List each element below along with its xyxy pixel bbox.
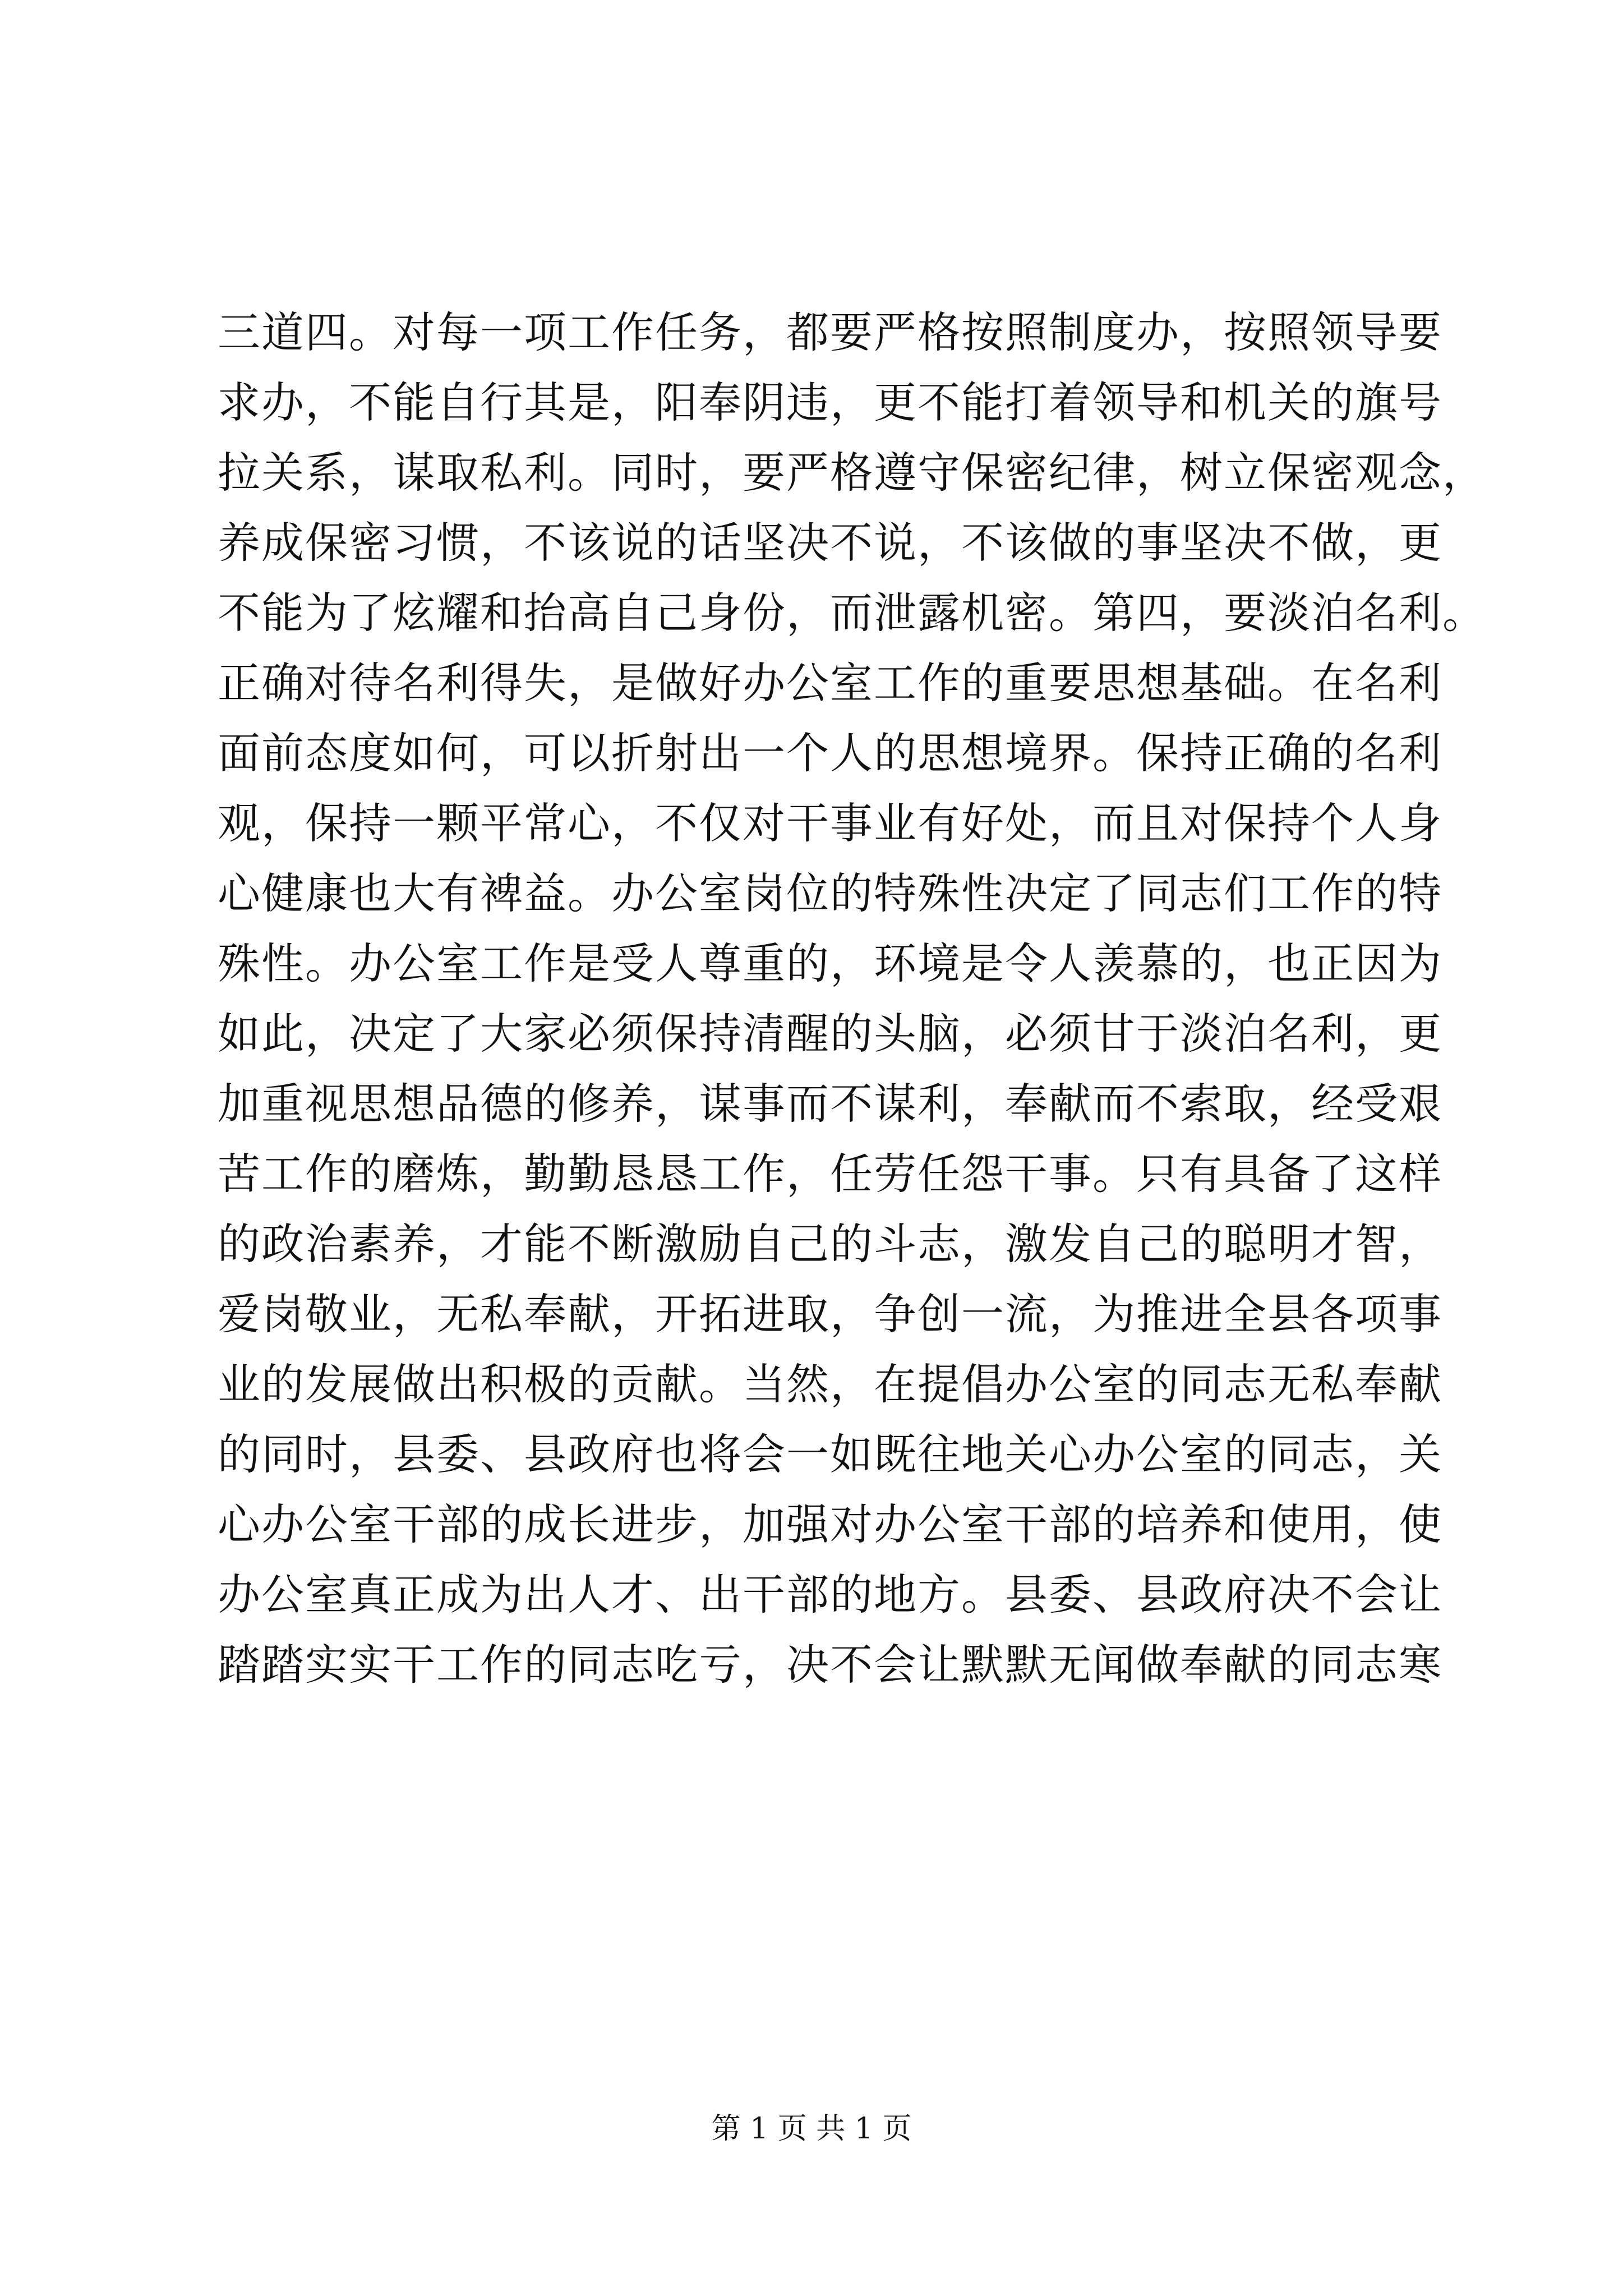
text-line: 的政治素养，才能不断激励自己的斗志，激发自己的聪明才智， — [218, 1219, 1442, 1269]
text-line: 办公室真正成为出人才、出干部的地方。县委、县政府决不会让 — [218, 1570, 1442, 1619]
text-line: 拉关系，谋取私利。同时，要严格遵守保密纪律，树立保密观念， — [218, 448, 1486, 498]
text-line: 踏踏实实干工作的同志吃亏，决不会让默默无闻做奉献的同志寒 — [218, 1640, 1442, 1690]
page-number-footer: 第 1 页 共 1 页 — [711, 2112, 912, 2146]
text-line: 殊性。办公室工作是受人尊重的，环境是令人羡慕的，也正因为 — [218, 938, 1442, 988]
text-line: 心办公室干部的成长进步，加强对办公室干部的培养和使用，使 — [218, 1499, 1442, 1549]
text-line: 爱岗敬业，无私奉献，开拓进取，争创一流，为推进全县各项事 — [218, 1289, 1442, 1339]
document-body — [218, 297, 1486, 1700]
text-line: 三道四。对每一项工作任务，都要严格按照制度办，按照领导要 — [218, 307, 1442, 357]
text-line: 如此，决定了大家必须保持清醒的头脑，必须甘于淡泊名利，更 — [218, 1009, 1442, 1059]
text-line: 观，保持一颗平常心，不仅对干事业有好处，而且对保持个人身 — [218, 798, 1442, 848]
text-line: 的同时，县委、县政府也将会一如既往地关心办公室的同志，关 — [218, 1429, 1442, 1479]
text-line: 心健康也大有裨益。办公室岗位的特殊性决定了同志们工作的特 — [218, 868, 1442, 918]
text-line: 苦工作的磨炼，勤勤恳恳工作，任劳任怨干事。只有具备了这样 — [218, 1149, 1442, 1199]
text-line: 业的发展做出积极的贡献。当然，在提倡办公室的同志无私奉献 — [218, 1359, 1442, 1409]
text-line: 正确对待名利得失，是做好办公室工作的重要思想基础。在名利 — [218, 658, 1442, 708]
text-line: 求办，不能自行其是，阳奉阴违，更不能打着领导和机关的旗号 — [218, 378, 1442, 427]
text-line: 养成保密习惯，不该说的话坚决不说，不该做的事坚决不做，更 — [218, 518, 1442, 568]
text-line: 加重视思想品德的修养，谋事而不谋利，奉献而不索取，经受艰 — [218, 1079, 1442, 1129]
text-line: 不能为了炫耀和抬高自己身份，而泄露机密。第四，要淡泊名利。 — [218, 588, 1486, 638]
text-line: 面前态度如何，可以折射出一个人的思想境界。保持正确的名利 — [218, 728, 1442, 778]
